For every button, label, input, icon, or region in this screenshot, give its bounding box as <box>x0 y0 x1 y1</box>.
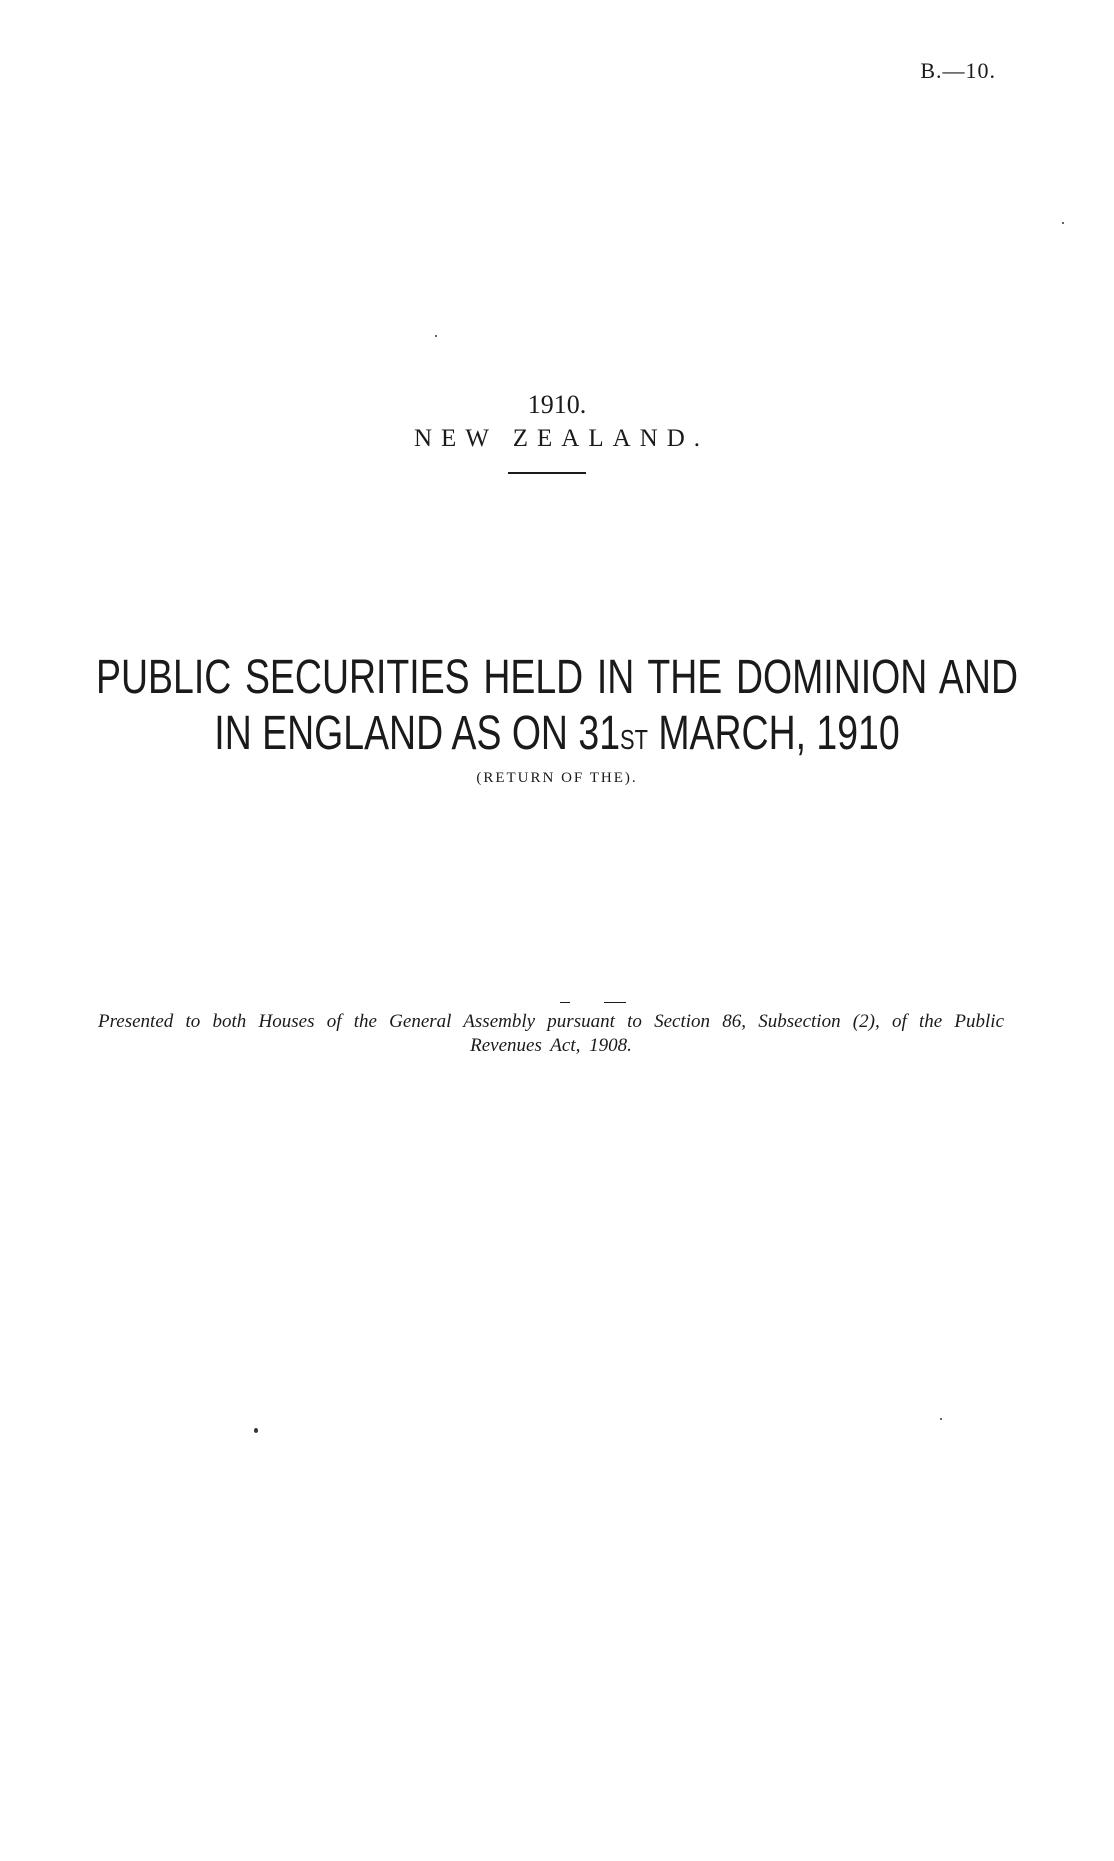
country-heading: NEW ZEALAND. <box>414 425 709 452</box>
title-line-2-suffix: MARCH, 1910 <box>647 707 900 760</box>
page-reference: B.—10. <box>920 58 996 83</box>
dash-rule-right <box>604 1002 626 1003</box>
dash-rule-left <box>560 1002 570 1003</box>
print-speck <box>940 1418 942 1420</box>
presentation-note: Presented to both Houses of the General Assembly pursuant to Section 86, Subsection (2), of the Public Revenues Act, 1908. <box>98 1011 1004 1056</box>
print-speck <box>254 1428 258 1433</box>
title-ordinal-suffix: ST <box>620 724 648 755</box>
print-speck <box>1062 222 1064 224</box>
document-year: 1910. <box>527 390 587 419</box>
title-line-1: PUBLIC SECURITIES HELD IN THE DOMINION AND <box>96 651 1018 704</box>
heading-rule <box>508 472 586 474</box>
document-subtitle: (RETURN OF THE). <box>476 770 638 786</box>
print-speck <box>435 335 437 337</box>
title-line-2 <box>197 706 916 768</box>
document-title <box>96 650 1018 768</box>
title-line-2-prefix: IN ENGLAND AS ON 31 <box>214 707 621 760</box>
